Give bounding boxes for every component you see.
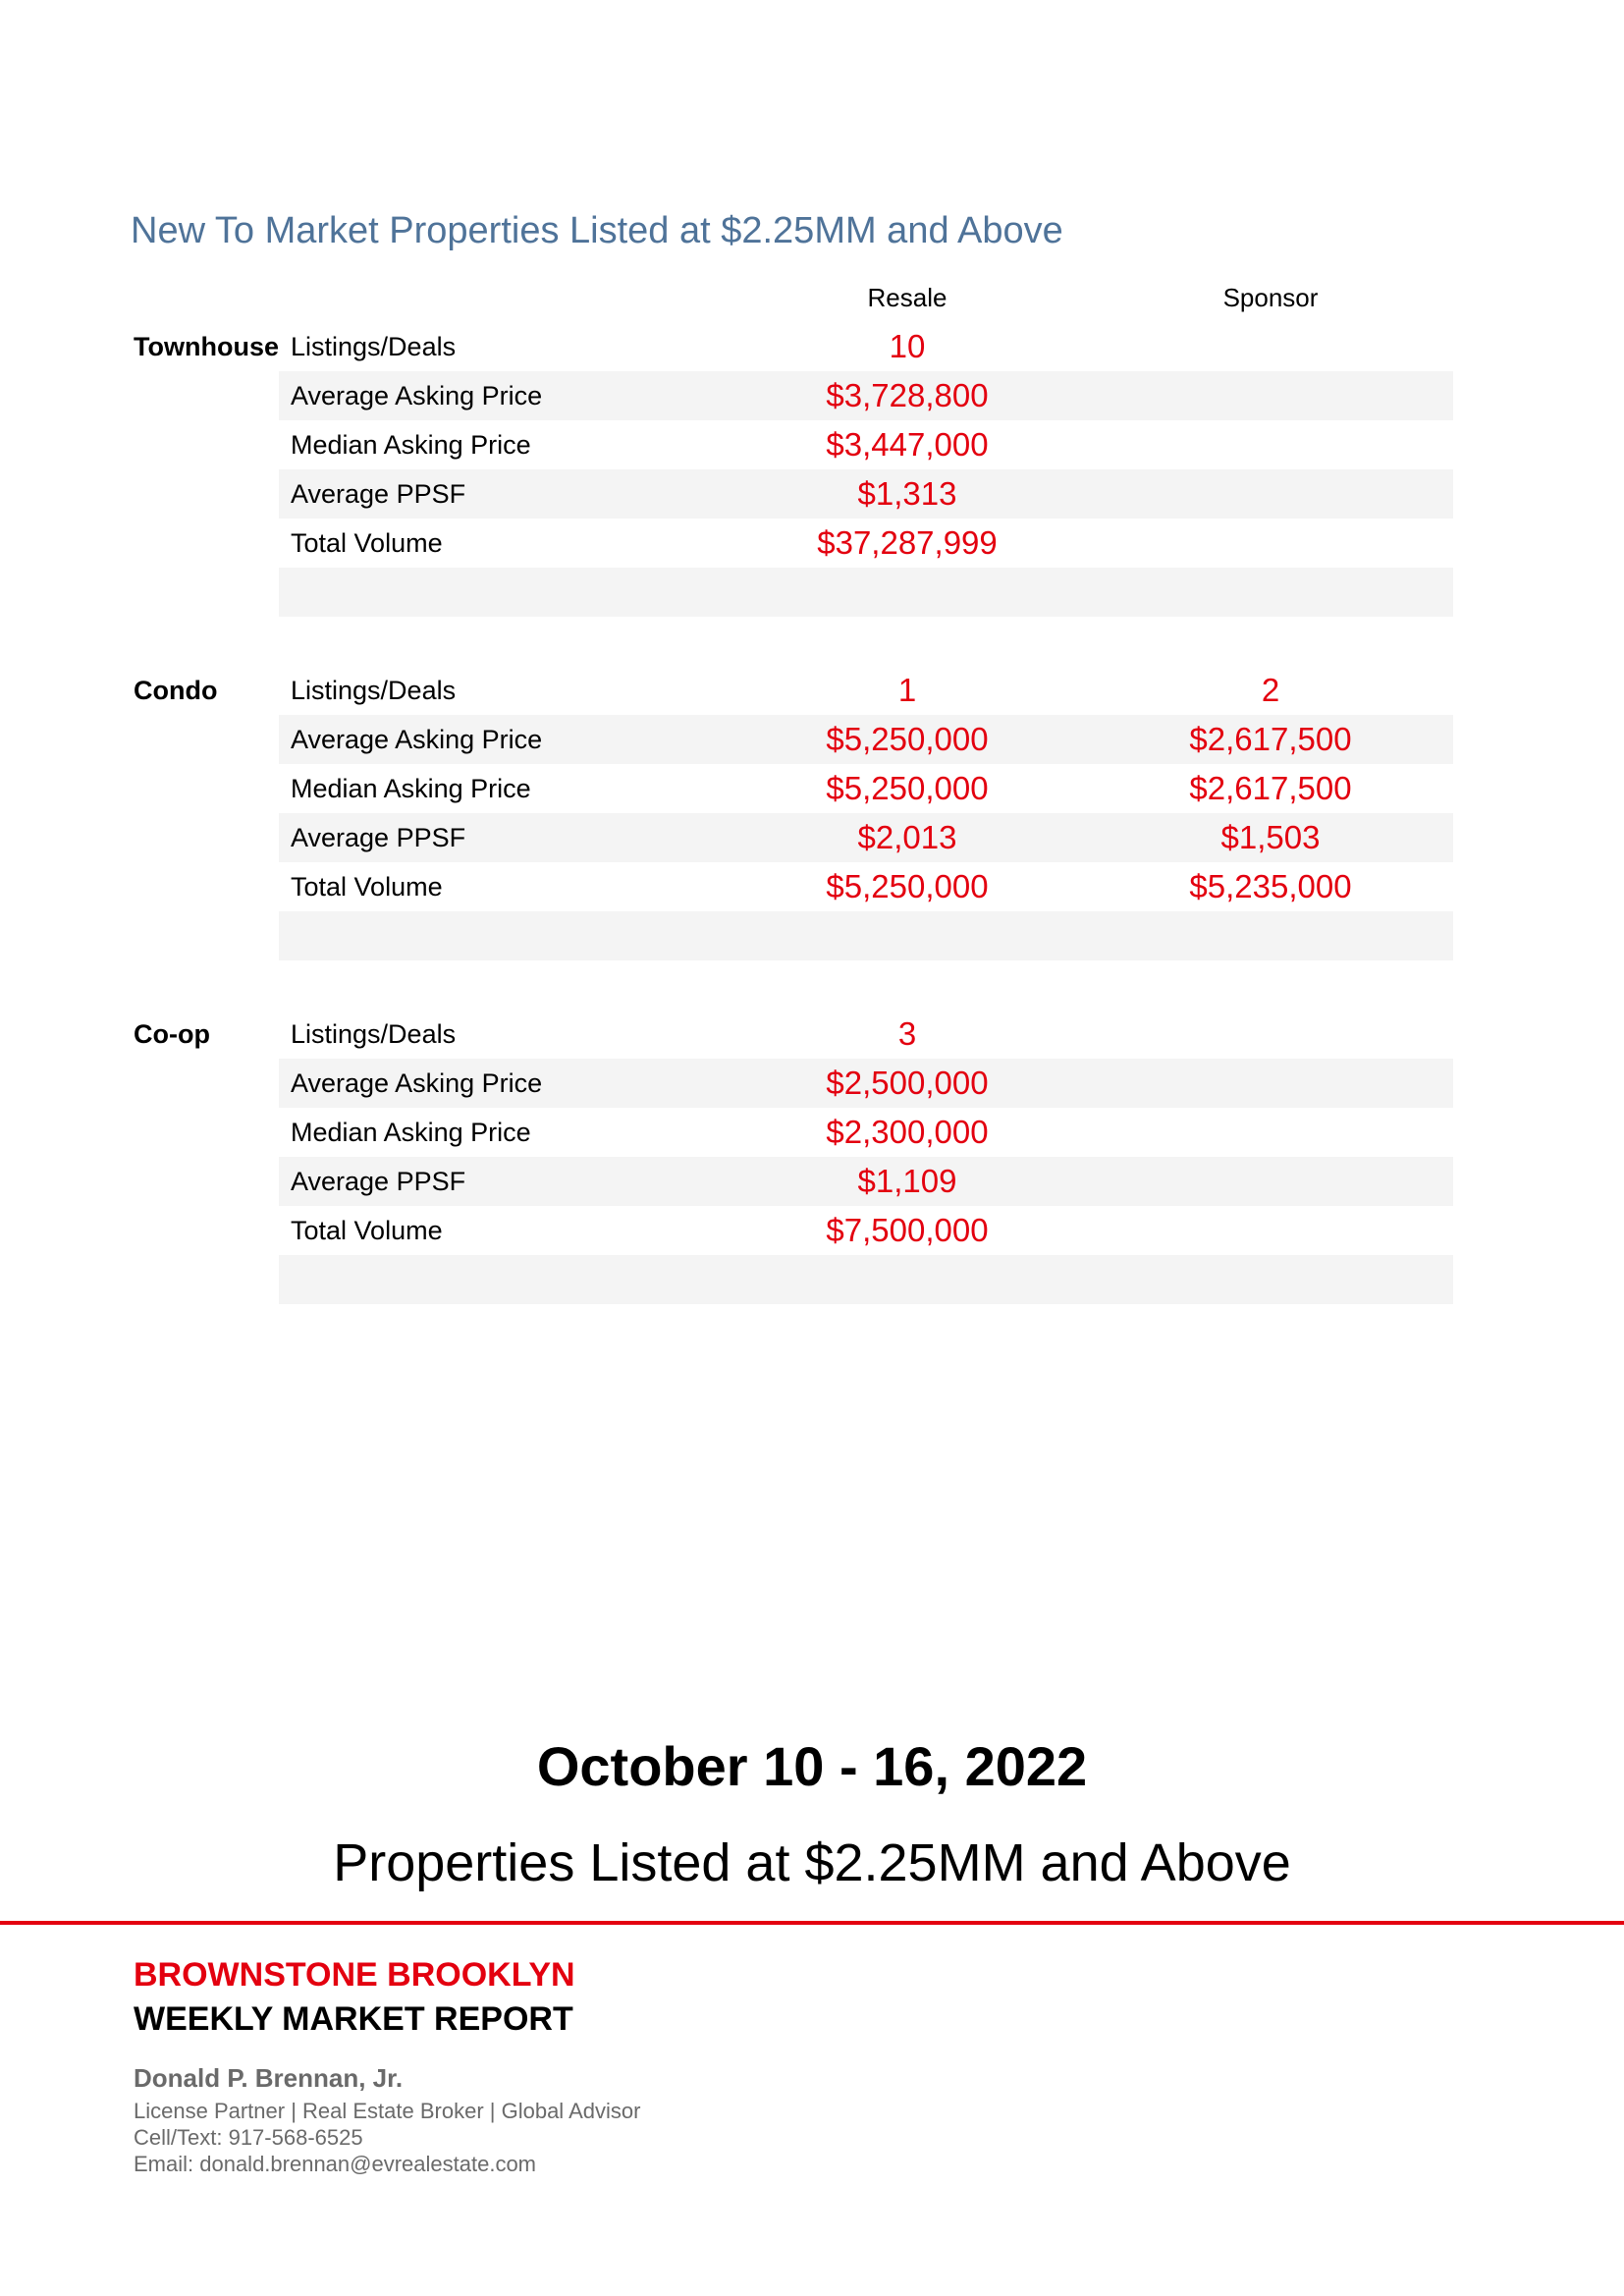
resale-value: $1,313 (857, 475, 957, 512)
sponsor-value (1123, 322, 1418, 371)
sponsor-value (1123, 1206, 1418, 1255)
sponsor-value: $2,617,500 (1189, 721, 1352, 757)
row-label: Average Asking Price (291, 381, 543, 410)
row-label: Listings/Deals (291, 676, 457, 705)
agent-email: Email: donald.brennan@evrealestate.com (134, 2152, 537, 2176)
resale-value: $3,447,000 (826, 426, 989, 463)
resale-value: $7,500,000 (826, 1212, 989, 1248)
row-label: Total Volume (291, 528, 443, 558)
row-label: Median Asking Price (291, 430, 531, 460)
resale-value: 10 (889, 328, 926, 364)
sponsor-value (1123, 519, 1418, 568)
sponsor-value: $5,235,000 (1189, 868, 1352, 904)
sponsor-value (1123, 371, 1418, 420)
group-label: Co-op (134, 1019, 210, 1049)
resale-value: $3,728,800 (826, 377, 989, 413)
row-label: Total Volume (291, 872, 443, 902)
red-divider (0, 1921, 1624, 1925)
sponsor-value (1123, 1059, 1418, 1108)
section-title: New To Market Properties Listed at $2.25MM and Above (131, 210, 1063, 251)
sponsor-value (1123, 420, 1418, 469)
resale-value: $5,250,000 (826, 868, 989, 904)
row-label: Listings/Deals (291, 332, 457, 361)
row-label: Average Asking Price (291, 1068, 543, 1098)
group-spacer (279, 911, 1453, 960)
row-label: Median Asking Price (291, 1118, 531, 1147)
resale-value: $2,013 (857, 819, 957, 855)
sponsor-value: $1,503 (1220, 819, 1321, 855)
resale-value: $2,500,000 (826, 1065, 989, 1101)
report-subtitle: Properties Listed at $2.25MM and Above (333, 1833, 1291, 1892)
agent-phone: Cell/Text: 917-568-6525 (134, 2125, 363, 2150)
row-label: Average PPSF (291, 823, 466, 852)
row-label: Average Asking Price (291, 725, 543, 754)
sponsor-value: 2 (1261, 672, 1280, 708)
resale-value: $1,109 (857, 1163, 957, 1199)
brand-line-2: WEEKLY MARKET REPORT (134, 2000, 573, 2038)
column-header-resale: Resale (867, 283, 947, 312)
resale-value: $5,250,000 (826, 770, 989, 806)
column-header-sponsor: Sponsor (1222, 283, 1319, 312)
resale-value: $2,300,000 (826, 1114, 989, 1150)
sponsor-value (1123, 1108, 1418, 1157)
group-label: Townhouse (134, 332, 279, 361)
sponsor-value (1123, 1010, 1418, 1059)
group-spacer (279, 1255, 1453, 1304)
row-label: Total Volume (291, 1216, 443, 1245)
sponsor-value: $2,617,500 (1189, 770, 1352, 806)
sponsor-value (1123, 1157, 1418, 1206)
row-label: Median Asking Price (291, 774, 531, 803)
agent-name: Donald P. Brennan, Jr. (134, 2063, 404, 2093)
report-date-range: October 10 - 16, 2022 (536, 1735, 1088, 1797)
agent-title: License Partner | Real Estate Broker | Global Advisor (134, 2099, 641, 2123)
brand-line-1: BROWNSTONE BROOKLYN (134, 1956, 575, 1994)
resale-value: 3 (897, 1015, 917, 1052)
resale-value: 1 (897, 672, 917, 708)
group-label: Condo (134, 676, 218, 705)
group-spacer (279, 568, 1453, 617)
resale-value: $5,250,000 (826, 721, 989, 757)
row-label: Average PPSF (291, 1167, 466, 1196)
sponsor-value (1123, 469, 1418, 519)
row-label: Average PPSF (291, 479, 466, 509)
resale-value: $37,287,999 (817, 524, 998, 561)
row-label: Listings/Deals (291, 1019, 457, 1049)
